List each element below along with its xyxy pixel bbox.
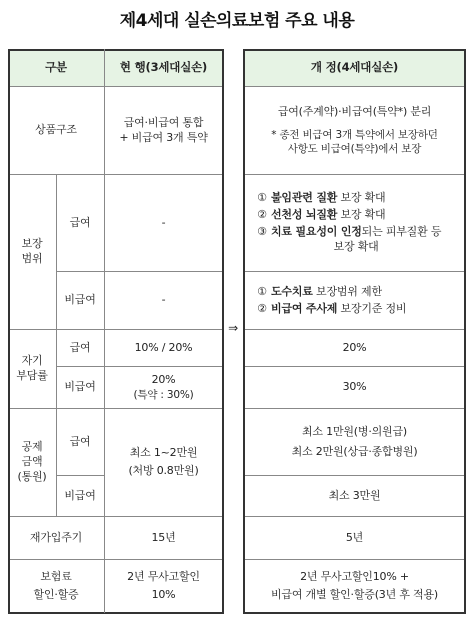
label-text: 공제 bbox=[21, 440, 43, 454]
list-item bbox=[253, 302, 406, 317]
sub-label-benefit bbox=[56, 330, 104, 366]
label-text: 급여 bbox=[69, 215, 91, 229]
current-deductible bbox=[104, 409, 223, 516]
label-text: 자기 bbox=[21, 354, 43, 368]
reform-text: 30% bbox=[342, 380, 367, 394]
arrow-icon bbox=[223, 318, 243, 338]
table-divider bbox=[243, 475, 466, 476]
list-item bbox=[253, 208, 385, 223]
current-line: 급여·비급여 통합 bbox=[123, 115, 204, 129]
current-coverage-nonbenefit bbox=[104, 272, 223, 329]
reform-line: 최소 1만원(병·의원급) bbox=[302, 424, 407, 438]
item-number: ① bbox=[257, 284, 267, 298]
label-text: 급여 bbox=[69, 340, 91, 354]
current-text: 10% / 20% bbox=[134, 340, 193, 354]
item-number: ③ bbox=[257, 225, 267, 238]
reform-discount bbox=[243, 560, 466, 612]
table-divider bbox=[243, 408, 466, 409]
current-line: 20% bbox=[151, 372, 176, 386]
reform-coverage-benefit bbox=[243, 175, 466, 271]
table-divider bbox=[104, 49, 105, 613]
current-text: - bbox=[161, 215, 166, 229]
item-text: 보장기준 정비 bbox=[337, 301, 407, 315]
item-number: ① bbox=[257, 191, 267, 205]
header-category-label: 구분 bbox=[45, 60, 67, 75]
label-text: 비급여 bbox=[64, 380, 96, 394]
current-line: (특약 : 30%) bbox=[133, 388, 194, 401]
reform-deductible-nonbenefit bbox=[243, 476, 466, 516]
reform-text: 최소 3만원 bbox=[328, 488, 381, 502]
item-emphasis: 치료 필요성이 인정 bbox=[271, 225, 362, 238]
header-current bbox=[104, 50, 223, 86]
label-text: (통원) bbox=[17, 469, 47, 483]
current-text: 15년 bbox=[151, 530, 176, 544]
label-text: 재가입주기 bbox=[29, 530, 83, 544]
reform-coverage-nonbenefit bbox=[243, 272, 466, 329]
current-text: - bbox=[161, 293, 166, 307]
label-text: 보험료 bbox=[40, 569, 72, 583]
table-border bbox=[243, 612, 466, 614]
label-text: 부담률 bbox=[16, 369, 48, 382]
item-text: 보장 확대 bbox=[333, 239, 379, 253]
item-text: 보장범위 제한 bbox=[312, 284, 382, 298]
current-discount bbox=[104, 560, 223, 612]
table-border bbox=[243, 49, 466, 51]
reform-note-line: 사항도 비급여(특약)에서 보장 bbox=[287, 142, 422, 155]
table-divider bbox=[8, 516, 223, 517]
table-divider bbox=[243, 559, 466, 560]
reform-line: 비급여 개별 할인·할증(3년 후 적용) bbox=[270, 587, 438, 601]
reform-copay-benefit bbox=[243, 330, 466, 366]
current-line: (처방 0.8만원) bbox=[128, 464, 199, 477]
current-line: + 비급여 3개 특약 bbox=[119, 130, 208, 144]
table-divider bbox=[243, 329, 466, 330]
list-item bbox=[253, 225, 441, 255]
label-text: 할인·할증 bbox=[33, 587, 79, 601]
item-text: 보장 확대 bbox=[337, 191, 386, 205]
reform-note-line: * 종전 비급여 3개 특약에서 보장하던 bbox=[271, 128, 438, 141]
item-emphasis: 선천성 뇌질환 bbox=[271, 208, 338, 222]
item-text: 보장 확대 bbox=[337, 208, 386, 222]
reform-main-text: 급여(주계약)·비급여(특약*) 분리 bbox=[277, 104, 432, 118]
header-reform bbox=[243, 50, 466, 86]
current-product-structure bbox=[104, 87, 223, 174]
row-label-discount bbox=[8, 560, 104, 612]
table-divider bbox=[243, 86, 466, 87]
table-divider bbox=[56, 174, 57, 516]
sub-label-benefit bbox=[56, 175, 104, 271]
table-border bbox=[8, 49, 10, 614]
row-label-copay bbox=[8, 330, 56, 408]
row-label-deductible bbox=[8, 409, 56, 516]
table-divider bbox=[56, 366, 223, 367]
item-number: ② bbox=[257, 301, 267, 315]
list-item bbox=[253, 285, 382, 300]
label-text: 상품구조 bbox=[35, 123, 77, 137]
label-text: 금액 bbox=[21, 455, 43, 469]
table-border bbox=[464, 49, 466, 614]
reform-deductible-benefit bbox=[243, 409, 466, 475]
sub-label-nonbenefit bbox=[56, 476, 104, 516]
table-divider bbox=[8, 329, 223, 330]
current-line: 10% bbox=[151, 587, 176, 601]
label-text: 비급여 bbox=[64, 293, 96, 307]
header-category bbox=[8, 50, 104, 86]
table-border bbox=[8, 612, 223, 614]
table-divider bbox=[8, 86, 223, 87]
reform-text: 20% bbox=[342, 340, 367, 354]
reform-text: 5년 bbox=[345, 530, 364, 544]
sub-label-benefit bbox=[56, 409, 104, 475]
current-coverage-benefit bbox=[104, 175, 223, 271]
table-divider bbox=[8, 559, 223, 560]
current-copay-nonbenefit bbox=[104, 367, 223, 408]
current-copay-benefit bbox=[104, 330, 223, 366]
label-text: 비급여 bbox=[64, 488, 96, 502]
item-emphasis: 불임관련 질환 bbox=[271, 191, 338, 205]
arrow-glyph: ⇒ bbox=[228, 320, 238, 335]
table-divider bbox=[243, 174, 466, 175]
page-title: 제4세대 실손의료보험 주요 내용 bbox=[119, 11, 355, 31]
reform-renewal bbox=[243, 517, 466, 559]
label-text: 급여 bbox=[69, 434, 91, 448]
table-divider bbox=[8, 174, 223, 175]
label-text: 보장 bbox=[21, 237, 43, 251]
item-emphasis: 비급여 주사제 bbox=[271, 301, 338, 315]
table-divider bbox=[243, 366, 466, 367]
reform-copay-nonbenefit bbox=[243, 367, 466, 408]
table-border bbox=[222, 49, 224, 614]
table-border bbox=[243, 49, 245, 614]
current-line: 2년 무사고할인 bbox=[127, 569, 200, 583]
reform-line: 2년 무사고할인10% + bbox=[300, 569, 409, 583]
table-divider bbox=[243, 516, 466, 517]
row-label-coverage bbox=[8, 175, 56, 329]
item-text: 되는 피부질환 등 bbox=[361, 225, 442, 238]
label-text: 범위 bbox=[21, 252, 43, 265]
item-emphasis: 도수치료 bbox=[271, 284, 313, 298]
row-label-product-structure bbox=[8, 87, 104, 174]
sub-label-nonbenefit bbox=[56, 272, 104, 329]
table-divider bbox=[56, 475, 104, 476]
reform-product-structure bbox=[243, 87, 466, 174]
table-divider bbox=[243, 271, 466, 272]
header-reform-label: 개 정(4세대실손) bbox=[310, 60, 399, 75]
item-number: ② bbox=[257, 208, 267, 222]
current-renewal bbox=[104, 517, 223, 559]
list-item bbox=[253, 191, 385, 206]
current-line: 최소 1~2만원 bbox=[129, 446, 198, 460]
sub-label-nonbenefit bbox=[56, 367, 104, 408]
table-border bbox=[8, 49, 223, 51]
header-current-label: 현 행(3세대실손) bbox=[119, 60, 208, 75]
reform-line: 최소 2만원(상급·종합병원) bbox=[291, 444, 418, 458]
row-label-renewal bbox=[8, 517, 104, 559]
table-divider bbox=[8, 408, 223, 409]
table-divider bbox=[56, 271, 223, 272]
